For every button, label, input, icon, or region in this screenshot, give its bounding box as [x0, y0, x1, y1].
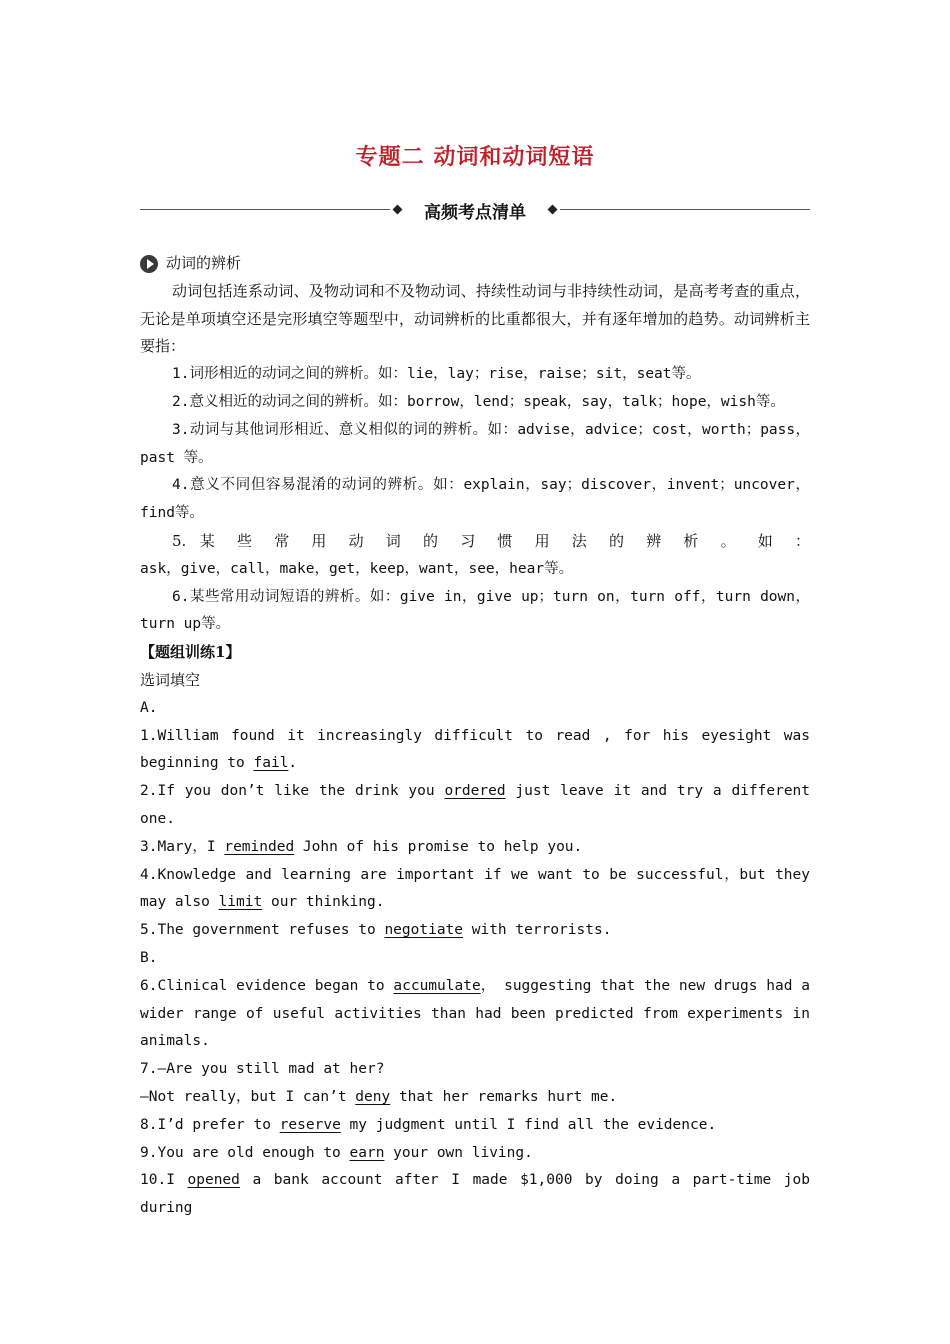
point-5-examples: ask，give，call，make，get，keep，want，see，hear等。 [140, 560, 574, 577]
question-text: ， suggesting that the new drugs had a wider range of useful activities than had been predicted from experiments in animals. [140, 977, 810, 1050]
answer-blank: accumulate [393, 977, 481, 994]
question-2 [140, 778, 810, 834]
question-8 [140, 1112, 810, 1140]
question-text: 9.You are old enough to [140, 1144, 350, 1161]
group-a-label: A. [140, 699, 158, 716]
exercise-heading: 【题组训练1】 [140, 643, 241, 662]
answer-blank: earn [349, 1144, 385, 1161]
question-1 [140, 723, 810, 779]
section-heading-bar [140, 198, 810, 222]
question-text: my judgment until I find all the evidence. [340, 1116, 717, 1133]
answer-blank: opened [187, 1172, 240, 1189]
answer-blank: fail [253, 755, 289, 772]
question-text: 4.Knowledge and learning are important if we want to be successful，but they may also [140, 866, 810, 911]
question-text: 3.Mary，I [140, 838, 225, 855]
question-text: with terrorists. [463, 922, 612, 939]
question-text: 10.I [140, 1172, 188, 1189]
question-text: . [288, 755, 298, 772]
answer-blank: deny [355, 1088, 391, 1105]
divider-right [560, 209, 810, 210]
question-text: 2.If you don’t like the drink you [140, 783, 445, 800]
question-text: that her remarks hurt me. [390, 1088, 618, 1105]
point-2: 2.意义相近的动词之间的辨析。如：borrow，lend；speak，say，talk；hope，wish等。 [172, 393, 785, 410]
question-7-prompt: 7.—Are you still mad at her? [140, 1061, 385, 1078]
topic-heading-row [140, 250, 810, 278]
question-5 [140, 917, 810, 945]
question-7 [140, 1084, 810, 1112]
intro-paragraph: 动词包括连系动词、及物动词和不及物动词、持续性动词与非持续性动词，是高考考查的重点，无论是单项填空还是完形填空等题型中，动词辨析的比重都很大，并有逐年增加的趋势。动词辨析主要指： [140, 281, 810, 356]
question-text: your own living. [384, 1144, 533, 1161]
question-4 [140, 862, 810, 918]
question-9 [140, 1140, 810, 1168]
question-text: just leave it and try a different one. [140, 783, 811, 827]
document-body [140, 250, 810, 1223]
question-text: —Not really，but I can’t [140, 1088, 356, 1105]
question-text: 8.I’d prefer to [140, 1116, 280, 1133]
question-text: John of his promise to help you. [294, 838, 583, 855]
point-1: 1.词形相近的动词之间的辨析。如：lie，lay；rise，raise；sit，seat等。 [172, 366, 701, 383]
question-10 [140, 1167, 810, 1223]
point-3: 3.动词与其他词形相近、意义相似的词的辨析。如：advise，advice；cost，worth；pass，past 等。 [140, 421, 810, 466]
question-text: 6.Clinical evidence began to [140, 977, 394, 994]
question-text: our thinking. [262, 894, 385, 911]
answer-blank: negotiate [384, 922, 464, 939]
answer-blank: reminded [224, 838, 295, 855]
question-text: a bank account after I made $1,000 by doing a part-time job during [140, 1172, 810, 1217]
group-b-label: B. [140, 949, 158, 966]
question-text: 5.The government refuses to [140, 922, 385, 939]
answer-blank: ordered [444, 783, 506, 800]
question-6 [140, 973, 810, 1056]
answer-blank: limit [218, 894, 263, 911]
point-6: 6.某些常用动词短语的辨析。如：give in，give up；turn on，turn off，turn down，turn up等。 [140, 588, 810, 633]
play-bullet-icon [140, 255, 158, 273]
question-text: 1.William found it increasingly difficult to read , for his eyesight was beginning to [140, 727, 810, 772]
point-4: 4.意义不同但容易混淆的动词的辨析。如：explain，say；discover，invent；uncover，find等。 [140, 477, 810, 522]
point-5: 5. 某 些 常 用 动 词 的 习 惯 用 法 的 辨 析 。 如 ： [172, 531, 810, 550]
topic-heading: 动词的辨析 [166, 254, 242, 272]
exercise-type: 选词填空 [140, 670, 201, 689]
question-3 [140, 834, 810, 862]
section-heading: 高频考点清单 [424, 203, 526, 223]
page-title: 专题二 动词和动词短语 [355, 145, 595, 170]
answer-blank: reserve [279, 1116, 341, 1133]
